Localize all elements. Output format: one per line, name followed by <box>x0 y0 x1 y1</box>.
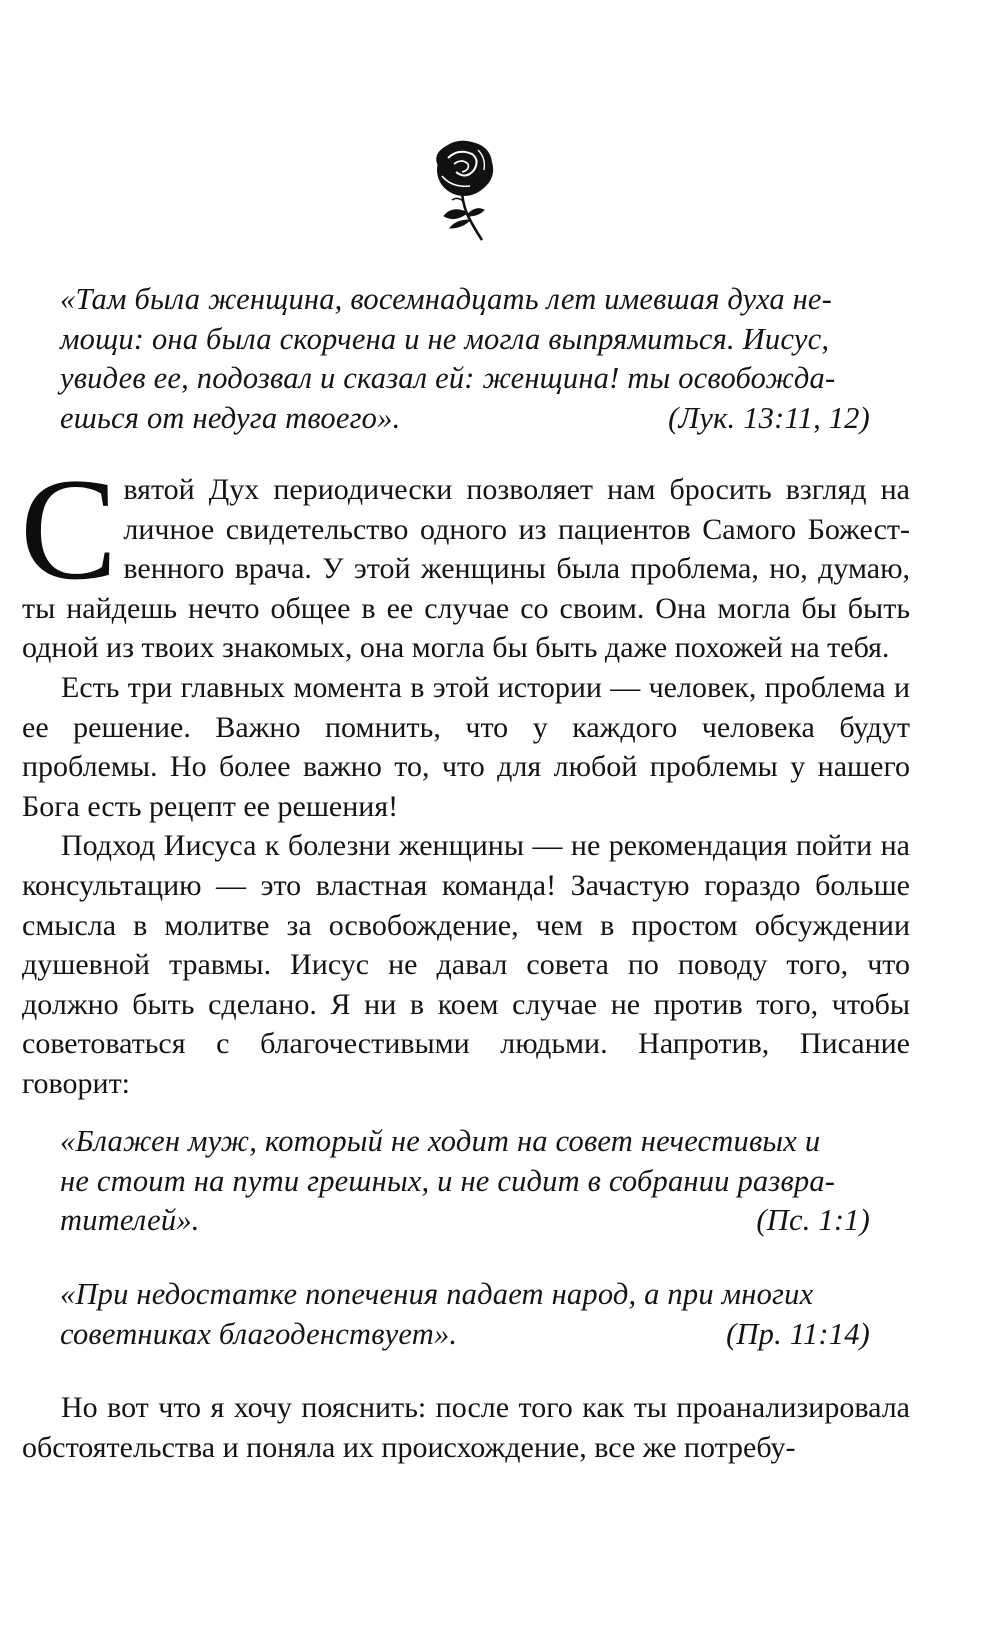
quote-last-line <box>60 399 870 439</box>
paragraph-text: вятой Дух периодически позволяет нам бросить взгляд на личное свидетельство одного из пациентов Самого Божественного врача. У этой женщины была проблема, но, думаю, ты найдешь нечто общее в ее случае со своим. Она могла бы быть одной из твоих знакомых, она могла бы быть даже похожей на тебя. <box>22 473 910 665</box>
paragraph <box>20 448 910 668</box>
epigraph-quote-luke <box>60 280 870 438</box>
paragraph: Есть три главных момента в этой истории — человек, проблема и ее решение. Важно помнить, что у каждого человека будут проблемы. Но более важно то, что для любой проблемы у нашего Бога есть рецепт ее решения! <box>22 670 910 823</box>
body-text-continued <box>22 1388 910 1467</box>
quote-last-line <box>60 1315 870 1355</box>
quote-line: «При недостатке попечения падает народ, а при многих <box>60 1277 814 1311</box>
quote-line: тителей». <box>60 1203 200 1237</box>
body-text-main <box>20 448 910 1104</box>
quote-line: ешься от недуга твоего». <box>60 400 401 435</box>
scripture-reference: (Пр. 11:14) <box>726 1316 870 1351</box>
quote-line: не стоит на пути грешных, и не сидит в собрании развра- <box>60 1163 836 1198</box>
quote-line: увидев ее, подозвал и сказал ей: женщина! ты освобожда- <box>60 361 836 395</box>
quote-line: советниках благоденствует». <box>60 1316 458 1351</box>
quote-line: мощи: она была скорчена и не могла выпрямиться. Иисус, <box>60 321 830 356</box>
quote-line: «Блажен муж, который не ходит на совет нечестивых и <box>60 1124 821 1158</box>
rose-icon <box>424 136 504 242</box>
quote-last-line <box>60 1201 870 1241</box>
quote-line: «Там была женщина, восемнадцать лет имевшая духа не- <box>60 282 833 316</box>
paragraph: Подход Иисуса к болезни женщины — не рекомендация пойти на консультацию — это властная команда! Зачастую гораздо больше смысла в молитве за освобождение, чем в простом обсуждении душевной травмы. Иисус не давал совета по поводу того, что должно быть сделано. Я ни в коем случае не против того, чтобы советоваться с благочестивыми людьми. Напротив, Писание говорит: <box>22 829 910 1100</box>
paragraph: Но вот что я хочу пояснить: после того как ты проанализировала обстоятельства и поняла их происхождение, все же потребу- <box>22 1391 910 1464</box>
drop-cap: С <box>20 448 118 610</box>
epigraph-quote-proverbs <box>60 1275 870 1354</box>
scripture-reference: (Лук. 13:11, 12) <box>668 400 870 435</box>
epigraph-quote-psalm <box>60 1122 870 1241</box>
scripture-reference: (Пс. 1:1) <box>756 1203 870 1237</box>
